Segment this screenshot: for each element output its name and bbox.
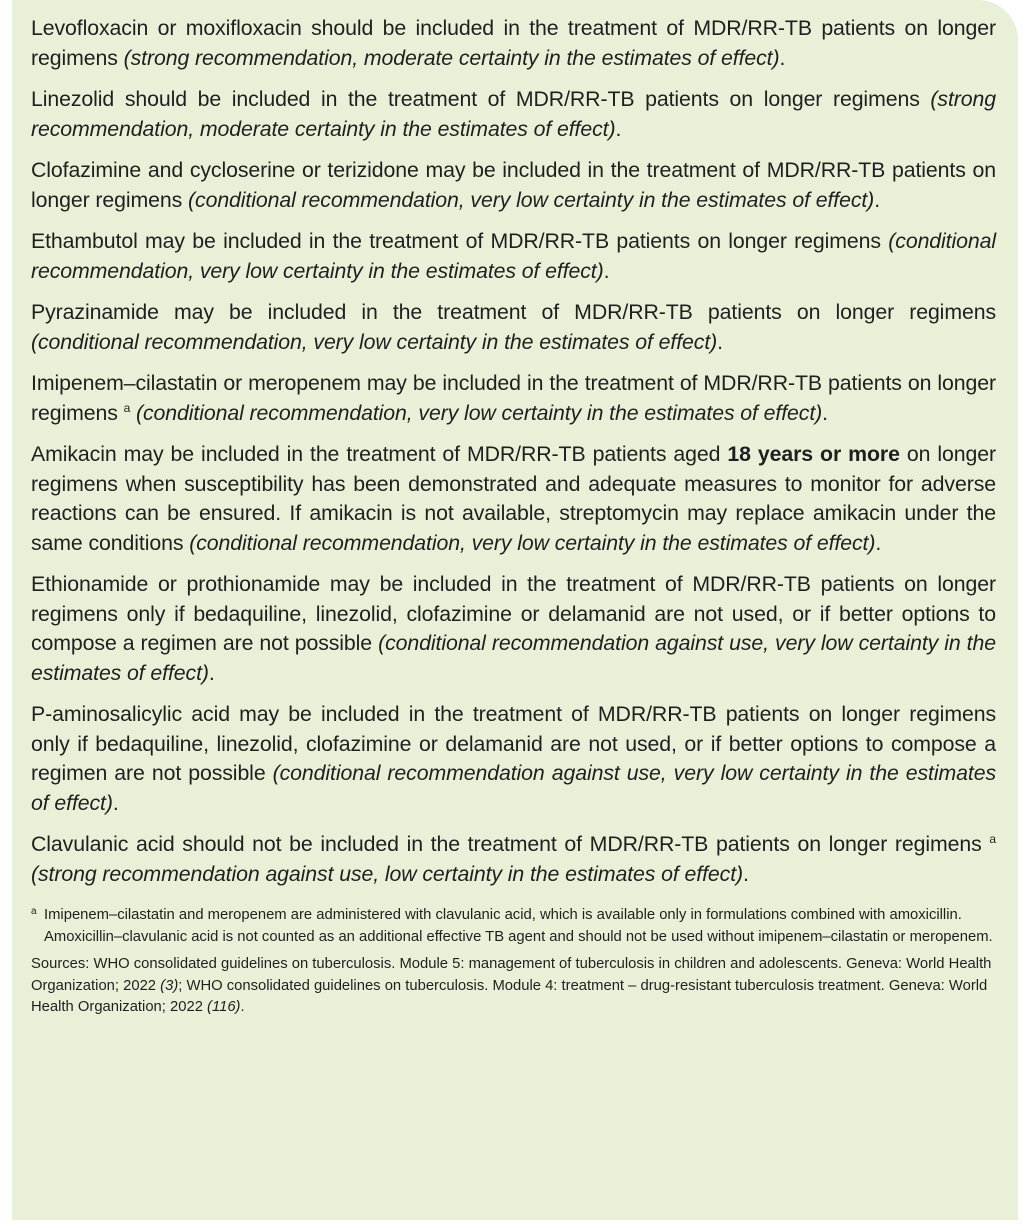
sources: Sources: WHO consolidated guidelines on tuberculosis. Module 5: management of tuberculosis in children and adolescents. Geneva: World Health Organization; 2022 (3); WHO consolidated guidelines on tuberculosis. Module 4: treatment – drug-resistant tuberculosis treatment. Geneva: World Health Organization; 2022 (116). — [31, 956, 992, 1015]
recommendation-imipenem: Imipenem–cilastatin or meropenem may be included in the treatment of MDR/RR-TB patients on longer regimens $^a$ (conditional recommendation, very low certainty in the estimates of effect). — [31, 371, 996, 425]
footnote-marker: a — [123, 400, 131, 415]
recommendation-clofazimine: Clofazimine and cycloserine or terizidone may be included in the treatment of MDR/RR-TB patients on longer regimens (conditional recommendation, very low certainty in the estimates of effect). — [31, 158, 996, 212]
reference-3: (3) — [160, 977, 179, 994]
recommendation-ethionamide: Ethionamide or prothionamide may be included in the treatment of MDR/RR-TB patients on longer regimens only if bedaquiline, linezolid, clofazimine or delamanid are not used, or if better options to compose a regimen are not possible (conditional recommendation against use, very low certainty in the estimates of effect). — [31, 572, 996, 685]
footnote — [31, 905, 996, 948]
recommendation-amikacin: Amikacin may be included in the treatment of MDR/RR-TB patients aged 18 years or more on longer regimens when susceptibility has been demonstrated and adequate measures to monitor for adverse reactions can be ensured. If amikacin is not available, streptomycin may replace amikacin under the same conditions (conditional recommendation, very low certainty in the estimates of effect). — [31, 442, 996, 555]
recommendation-clavulanic: Clavulanic acid should not be included in the treatment of MDR/RR-TB patients on longer regimens $^a$ (strong recommendation against use, low certainty in the estimates of effect). — [31, 832, 996, 886]
reference-116: (116) — [207, 999, 241, 1015]
recommendation-pyrazinamide: Pyrazinamide may be included in the treatment of MDR/RR-TB patients on longer regimens (conditional recommendation, very low certainty in the estimates of effect). — [31, 300, 996, 354]
footnote-marker: a — [989, 832, 996, 846]
footnote-mark: a — [31, 906, 37, 917]
recommendation-ethambutol: Ethambutol may be included in the treatment of MDR/RR-TB patients on longer regimens (conditional recommendation, very low certainty in the estimates of effect). — [31, 229, 996, 283]
recommendations-box — [12, 0, 1018, 1220]
age-emphasis: 18 years or more — [727, 442, 900, 466]
footnote-text: Imipenem–cilastatin and meropenem are administered with clavulanic acid, which is available only in formulations combined with amoxicillin. Amoxicillin–clavulanic acid is not counted as an additional effective TB agent and should not be used without imipenem–cilastatin or meropenem. — [44, 907, 993, 945]
recommendation-levofloxacin: Levofloxacin or moxifloxacin should be included in the treatment of MDR/RR-TB patients on longer regimens (strong recommendation, moderate certainty in the estimates of effect). — [31, 16, 996, 70]
recommendation-paminosalicylic: P-aminosalicylic acid may be included in the treatment of MDR/RR-TB patients on longer regimens only if bedaquiline, linezolid, clofazimine or delamanid are not used, or if better options to compose a regimen are not possible (conditional recommendation against use, very low certainty in the estimates of effect). — [31, 702, 996, 815]
recommendation-linezolid: Linezolid should be included in the treatment of MDR/RR-TB patients on longer regimens (strong recommendation, moderate certainty in the estimates of effect). — [31, 87, 996, 141]
